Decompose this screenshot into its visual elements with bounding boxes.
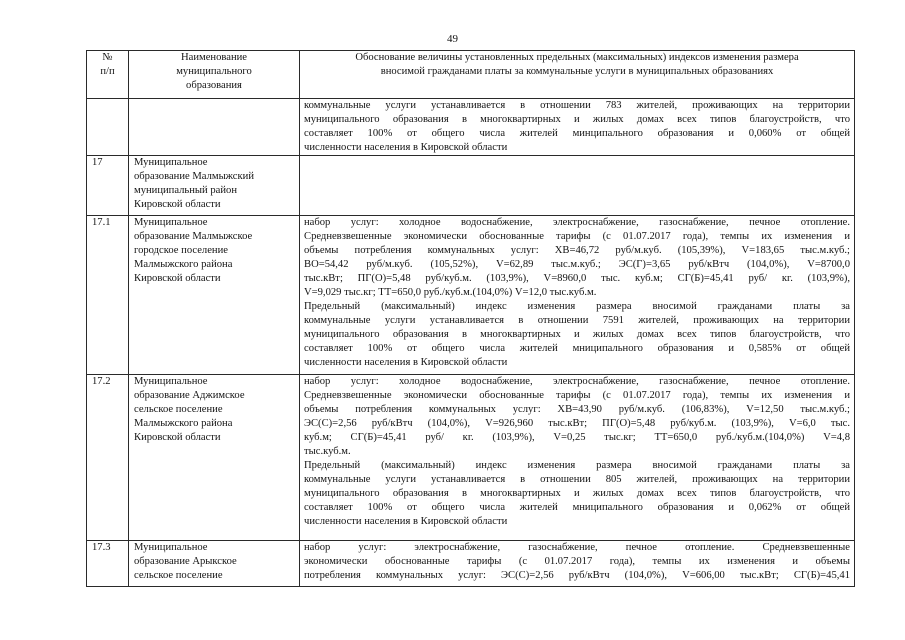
row-name xyxy=(129,216,300,375)
row-name xyxy=(129,99,300,156)
basis-line: набор услуг: холодное водоснабжение, электроснабжение, газоснабжение, печное отопление. xyxy=(304,217,850,228)
basis-line: набор услуг: холодное водоснабжение, электроснабжение, газоснабжение, печное отопление. xyxy=(304,376,850,387)
basis-line: численности населения в Кировской области xyxy=(304,142,508,153)
name-line: Муниципальное xyxy=(134,157,208,168)
page-number: 49 xyxy=(447,33,458,45)
basis-line: куб.м; СГ(Б)=45,41 руб/ кг. (103,9%), V=0,25 тыс.кг; ТТ=650,0 руб./куб.м.(104,0%) V=4,8 xyxy=(304,432,850,443)
row-basis xyxy=(300,156,855,216)
name-line: Муниципальное xyxy=(134,376,208,387)
header-basis-line: Обоснование величины установленных предельных (максимальных) индексов изменения размера xyxy=(355,52,799,63)
basis-line: составляет 100% от общего числа жителей мниципального образования и 0,062% от общей xyxy=(304,502,850,513)
basis-line: численности населения в Кировской области xyxy=(304,357,508,368)
basis-line: составляет 100% от общего числа жителей мниципального образования и 0,585% от общей xyxy=(304,343,850,354)
basis-line: муниципального образования в многоквартирных и жилых домах всех типов благоустройств, что xyxy=(304,114,850,125)
row-number: 17.2 xyxy=(87,375,129,541)
row-basis xyxy=(300,541,855,587)
name-line: муниципальный район xyxy=(134,185,237,196)
basis-line: объемы потребления коммунальных услуг: ХВ=46,72 руб/м.куб. (105,39%), V=183,65 тыс.м.куб.; xyxy=(304,245,850,256)
name-line: городское поселение xyxy=(134,245,228,256)
name-line: Кировской области xyxy=(134,199,221,210)
basis-line: Средневзвешенные экономически обоснованные тарифы (с 01.07.2017 года), темпы их изменения и xyxy=(304,231,850,242)
basis-line: коммунальные услуги устанавливается в отношении 7591 жителей, проживающих на территории xyxy=(304,315,850,326)
table-header-row xyxy=(87,51,855,99)
tariff-table xyxy=(86,50,855,587)
table-row xyxy=(87,375,855,541)
basis-line: муниципального образования в многоквартирных и жилых домах всех типов благоустройств, что xyxy=(304,488,850,499)
name-line: Малмыжского района xyxy=(134,418,233,429)
header-name-line: Наименование xyxy=(181,52,247,63)
name-line: Малмыжского района xyxy=(134,259,233,270)
header-number-line: п/п xyxy=(100,66,115,77)
header-number-line: № xyxy=(102,52,113,63)
row-basis xyxy=(300,375,855,541)
name-line: образование Малмыжское xyxy=(134,231,253,242)
header-name-line: образования xyxy=(186,80,242,91)
name-line: образование Малмыжский xyxy=(134,171,254,182)
row-number xyxy=(87,99,129,156)
name-line: сельское поселение xyxy=(134,404,223,415)
header-basis-line: вносимой гражданами платы за коммунальные услуги в муниципальных образованиях xyxy=(380,66,774,77)
basis-line: коммунальные услуги устанавливается в отношении 805 жителей, проживающих на территории xyxy=(304,474,850,485)
name-line: образование Арыкское xyxy=(134,556,237,567)
basis-line: составляет 100% от общего числа жителей минципального образования и 0,060% от общей xyxy=(304,128,850,139)
row-name xyxy=(129,375,300,541)
table-row xyxy=(87,216,855,375)
name-line: образование Аджимское xyxy=(134,390,245,401)
basis-line: ВО=54,42 руб/м.куб. (105,52%), V=62,89 тыс.м.куб.; ЭС(Г)=3,65 руб/кВтч (104,0%), V=8700,0 xyxy=(304,259,850,270)
row-name xyxy=(129,156,300,216)
basis-line: тыс.куб.м. xyxy=(304,446,351,457)
basis-line: муниципального образования в многоквартирных и жилых домах всех типов благоустройств, что xyxy=(304,329,850,340)
row-name xyxy=(129,541,300,587)
basis-line: Средневзвешенные экономически обоснованные тарифы (с 01.07.2017 года), темпы их изменения и xyxy=(304,390,850,401)
name-line: сельское поселение xyxy=(134,570,223,581)
row-basis xyxy=(300,216,855,375)
name-line: Муниципальное xyxy=(134,542,208,553)
header-name xyxy=(129,51,300,99)
row-basis xyxy=(300,99,855,156)
basis-line: набор услуг: электроснабжение, газоснабжение, печное отопление. Средневзвешенные xyxy=(304,542,850,553)
basis-line: ЭС(С)=2,56 руб/кВтч (104,0%), V=926,960 тыс.кВт; ПГ(О)=5,48 руб/куб.м. (103,9%), V=6,0 тыс. xyxy=(304,418,850,429)
basis-line: коммунальные услуги устанавливается в отношении 783 жителей, проживающих на территории xyxy=(304,100,850,111)
header-number xyxy=(87,51,129,99)
table-row xyxy=(87,541,855,587)
basis-line: Предельный (максимальный) индекс изменения размера вносимой гражданами платы за xyxy=(304,301,850,312)
row-number: 17.1 xyxy=(87,216,129,375)
header-basis xyxy=(300,51,855,99)
basis-line: V=9,029 тыс.кг; ТТ=650,0 руб./куб.м.(104,0%) V=12,0 тыс.куб.м. xyxy=(304,287,597,298)
header-name-line: муниципального xyxy=(176,66,252,77)
basis-line: экономически обоснованные тарифы (с 01.07.2017 года), темпы их изменения и объемы xyxy=(304,556,850,567)
basis-line: потребления коммунальных услуг: ЭС(С)=2,56 руб/кВтч (104,0%), V=606,00 тыс.кВт; СГ(Б)=45,41 xyxy=(304,570,850,581)
name-line: Кировской области xyxy=(134,432,221,443)
basis-line: тыс.кВт; ПГ(О)=5,48 руб/куб.м. (103,9%), V=8960,0 тыс. куб.м; СГ(Б)=45,41 руб/ кг. (103,9%), xyxy=(304,273,850,284)
name-line: Муниципальное xyxy=(134,217,208,228)
row-number: 17 xyxy=(87,156,129,216)
table-row xyxy=(87,156,855,216)
table-row xyxy=(87,99,855,156)
basis-line: численности населения в Кировской области xyxy=(304,516,508,527)
basis-line: объемы потребления коммунальных услуг: ХВ=43,90 руб/м.куб. (106,83%), V=12,50 тыс.м.куб.; xyxy=(304,404,850,415)
row-number: 17.3 xyxy=(87,541,129,587)
basis-line: Предельный (максимальный) индекс изменения размера вносимой гражданами платы за xyxy=(304,460,850,471)
name-line: Кировской области xyxy=(134,273,221,284)
